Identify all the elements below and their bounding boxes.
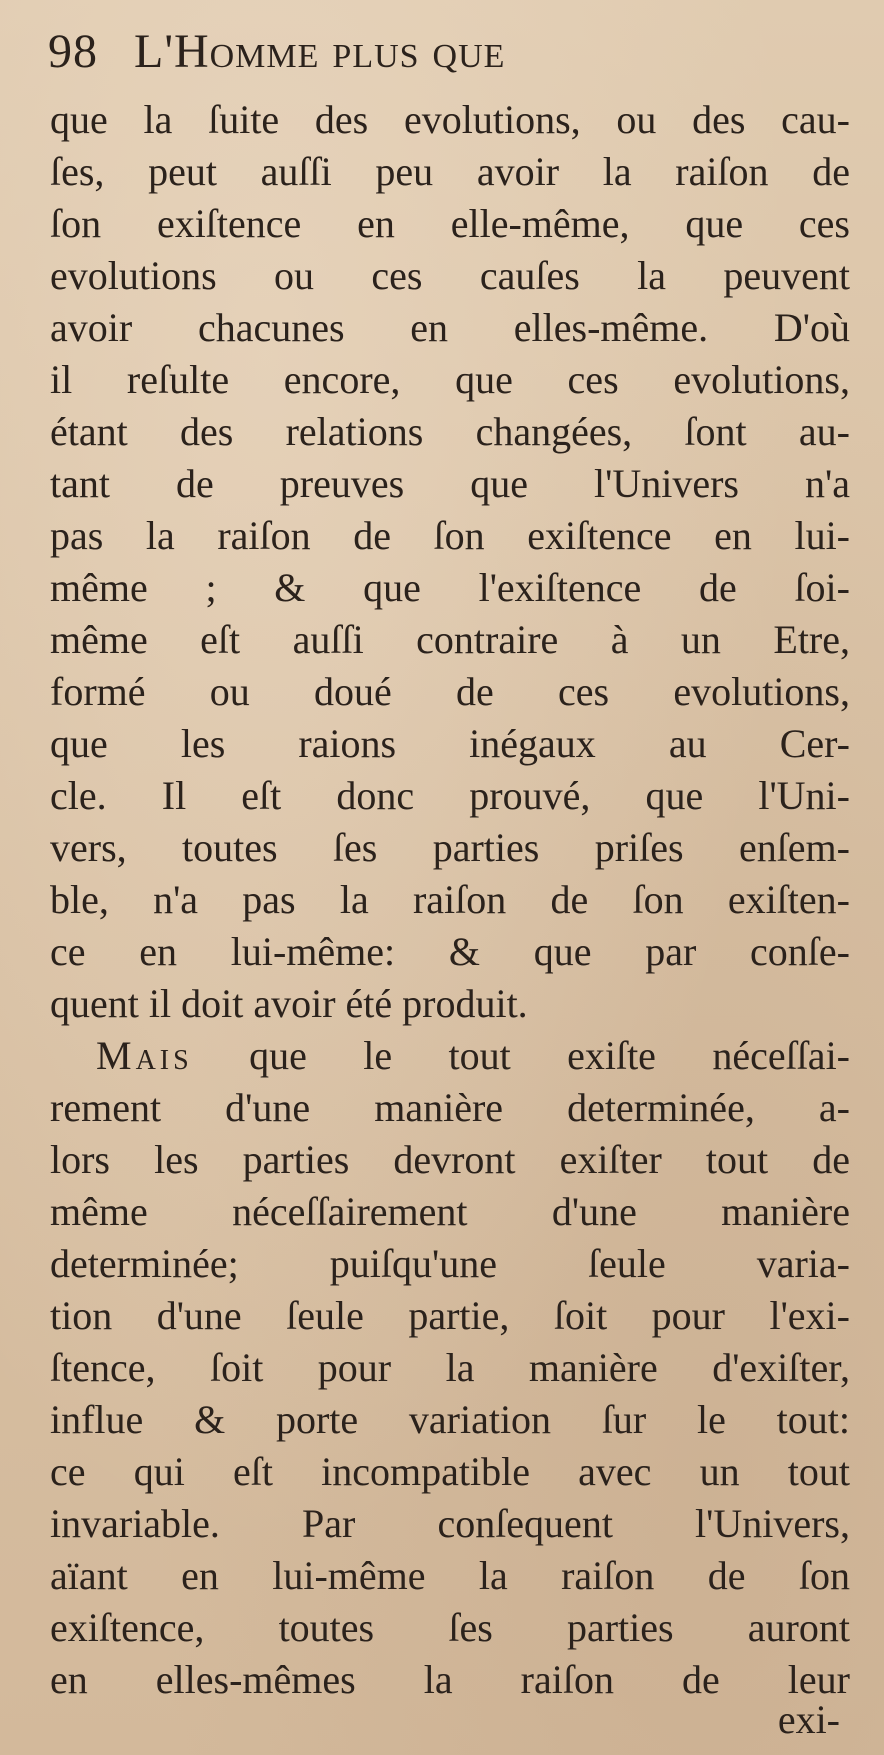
- body-text: [50, 94, 850, 1706]
- text-line: exiſtence, toutes ſes parties auront: [50, 1605, 850, 1650]
- page-number: 98: [48, 25, 98, 78]
- paragraph-start-line: [50, 1030, 850, 1082]
- text-line: influe & porte variation ſur le tout:: [50, 1397, 850, 1442]
- text-line: cle. Il eſt donc prouvé, que l'Uni-: [50, 773, 850, 818]
- text-line: ble, n'a pas la raiſon de ſon exiſten-: [50, 877, 850, 922]
- text-line: étant des relations changées, ſont au-: [50, 409, 850, 454]
- text-line: même eſt auſſi contraire à un Etre,: [50, 617, 850, 662]
- text-line: tant de preuves que l'Univers n'a: [50, 461, 850, 506]
- text-line: vers, toutes ſes parties priſes enſem-: [50, 825, 850, 870]
- text-line: ce qui eſt incompatible avec un tout: [50, 1449, 850, 1494]
- catchword: exi-: [777, 1697, 840, 1742]
- text-line: il reſulte encore, que ces evolutions,: [50, 357, 850, 402]
- text-line: pas la raiſon de ſon exiſtence en lui-: [50, 513, 850, 558]
- text-line: determinée; puiſqu'une ſeule varia-: [50, 1241, 850, 1286]
- text-line: même néceſſairement d'une manière: [50, 1189, 850, 1234]
- running-head: L'Homme plus que: [134, 25, 506, 78]
- text-line: aïant en lui-même la raiſon de ſon: [50, 1553, 850, 1598]
- opening-line-rest: que le tout exiſte néceſſai-: [192, 1033, 850, 1078]
- text-line: rement d'une manière determinée, a-: [50, 1085, 850, 1130]
- page-header: [48, 20, 848, 84]
- text-line: avoir chacunes en elles-même. D'où: [50, 305, 850, 350]
- text-line: même ; & que l'exiſtence de ſoi-: [50, 565, 850, 610]
- text-line: que la ſuite des evolutions, ou des cau-: [50, 97, 850, 142]
- text-line: ſes, peut auſſi peu avoir la raiſon de: [50, 149, 850, 194]
- text-line: invariable. Par conſequent l'Univers,: [50, 1501, 850, 1546]
- text-line: tion d'une ſeule partie, ſoit pour l'exi-: [50, 1293, 850, 1338]
- text-line: ce en lui-même: & que par conſe-: [50, 929, 850, 974]
- text-line: evolutions ou ces cauſes la peuvent: [50, 253, 850, 298]
- text-line: ſon exiſtence en elle-même, que ces: [50, 201, 850, 246]
- text-line: ſtence, ſoit pour la manière d'exiſter,: [50, 1345, 850, 1390]
- paragraph-end-line: quent il doit avoir été produit.: [50, 981, 528, 1026]
- text-line: en elles-mêmes la raiſon de leur: [50, 1657, 850, 1702]
- text-line: formé ou doué de ces evolutions,: [50, 669, 850, 714]
- small-caps-opening-word: Mais: [96, 1033, 193, 1078]
- text-line: que les raions inégaux au Cer-: [50, 721, 850, 766]
- text-line: lors les parties devront exiſter tout de: [50, 1137, 850, 1182]
